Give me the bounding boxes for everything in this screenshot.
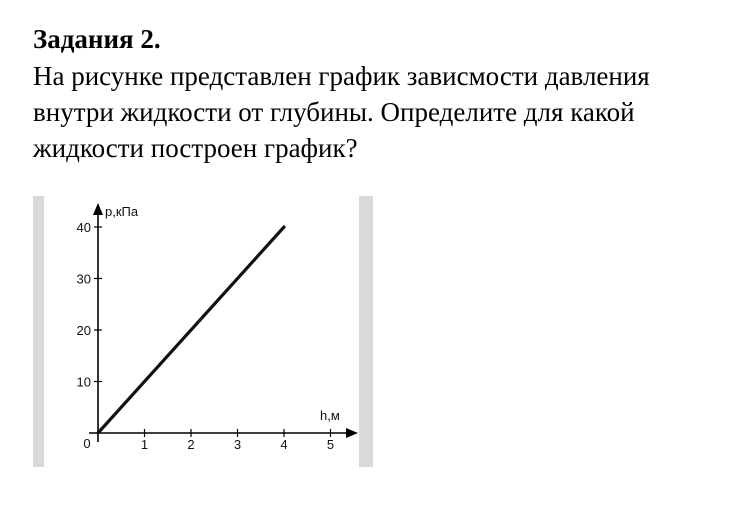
graph-canvas <box>44 196 359 467</box>
graph-figure <box>33 196 373 467</box>
pressure-depth-chart <box>44 196 359 467</box>
y-tick-label: 40 <box>76 220 91 235</box>
x-tick-label: 3 <box>233 437 242 452</box>
task-title: Задания 2. <box>33 24 161 54</box>
y-tick-label: 20 <box>76 323 91 338</box>
task-text-line-1: На рисунке представлен график зависмости давления <box>33 61 650 91</box>
task-text <box>33 58 745 166</box>
x-tick-label: 1 <box>140 437 149 452</box>
task-text-line-2: внутри жидкости от глубины. Определите для какой <box>33 97 635 127</box>
y-axis-label: p,кПа <box>105 204 139 219</box>
y-axis-arrow <box>93 203 103 215</box>
x-tick-label: 4 <box>280 437 288 452</box>
origin-label: 0 <box>83 436 91 451</box>
x-axis-arrow <box>346 428 358 438</box>
task-text-line-3: жидкости построен график? <box>33 133 358 163</box>
y-tick-label: 10 <box>76 374 91 390</box>
x-tick-label: 2 <box>187 437 195 452</box>
y-tick-label: 30 <box>76 271 91 287</box>
axis-ticks <box>77 220 335 452</box>
x-tick-label: 5 <box>326 437 335 452</box>
x-axis-label: h,м <box>320 408 340 423</box>
data-line <box>98 227 284 433</box>
